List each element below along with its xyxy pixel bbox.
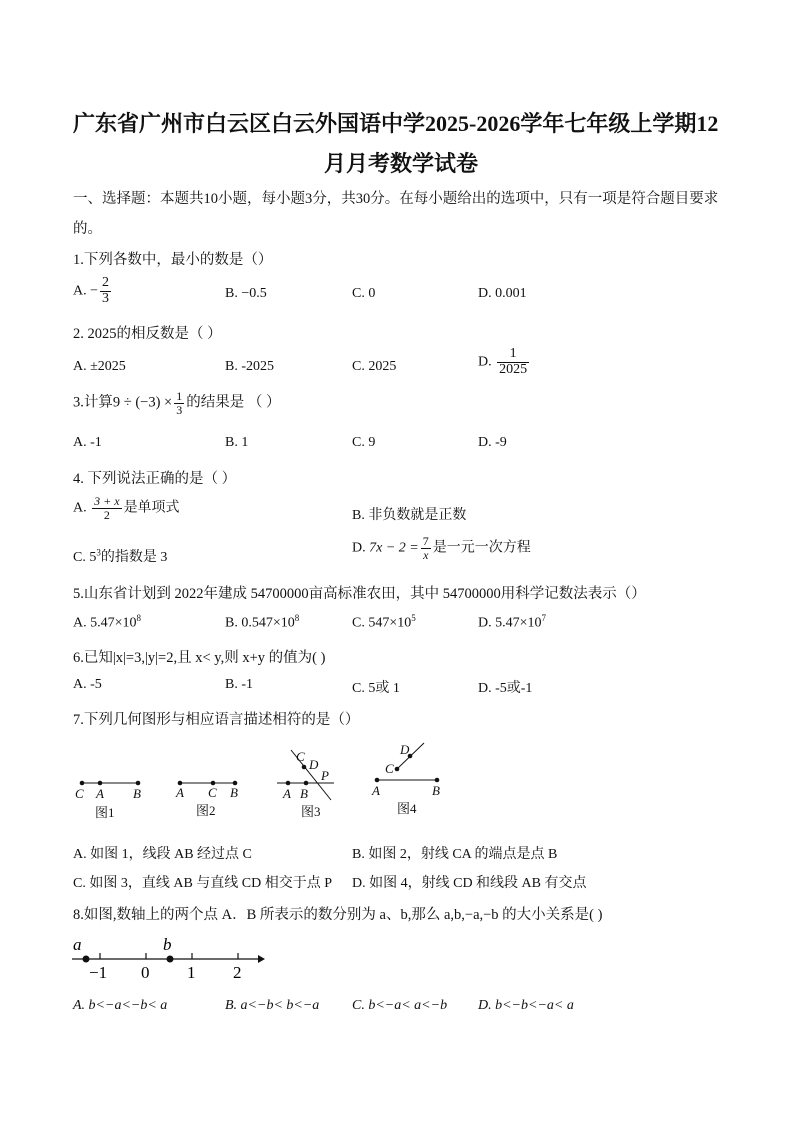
fig3-label-c: C <box>296 749 305 764</box>
question-3-option-b: B. 1 <box>225 435 249 450</box>
question-8-option-c: C. b<−a< a<−b <box>352 998 448 1013</box>
fig2-label-a: A <box>176 785 184 800</box>
question-8-option-a: A. b<−a<−b< a <box>73 998 168 1013</box>
fig1-caption: 图1 <box>95 805 115 820</box>
question-2-option-c: C. 2025 <box>352 359 397 374</box>
question-4-option-b: B. 非负数就是正数 <box>352 508 467 523</box>
question-6-stem: 6.已知|x|=3,|y|=2,且 x< y,则 x+y 的值为( ) <box>73 650 326 666</box>
question-6-option-a: A. -5 <box>73 677 102 692</box>
fig4-label-b: B <box>432 783 440 798</box>
figure-2 <box>175 781 238 818</box>
fraction <box>497 347 529 377</box>
figure-3 <box>277 749 334 819</box>
point-b <box>167 956 174 963</box>
question-1-option-d: D. 0.001 <box>478 286 527 301</box>
question-7-option-c: C. 如图 3，直线 AB 与直线 CD 相交于点 P <box>73 876 333 891</box>
superscript: 8 <box>294 613 300 623</box>
option-text: C. 5 <box>73 550 97 565</box>
option-label: A. <box>73 283 87 299</box>
option-text: B. 0.547×10 <box>225 615 295 631</box>
question-5-option-a <box>73 613 141 632</box>
question-2-stem: 2. 2025的相反数是（ ） <box>73 326 222 342</box>
question-6-option-c: C. 5或 1 <box>352 681 400 696</box>
math-expression: 9 ÷ (−3) × <box>112 394 173 411</box>
section-instructions-line1: 一、选择题：本题共10小题，每小题3分，共30分。在每小题给出的选项中，只有一项是符合题目要求 <box>73 191 719 207</box>
question-8-option-d: D. b<−b<−a< a <box>478 998 574 1013</box>
question-4-stem: 4. 下列说法正确的是（ ） <box>73 471 237 487</box>
option-label: D. <box>478 354 492 370</box>
question-6-option-b: B. -1 <box>225 677 253 692</box>
stem-text: 的结果是 （ ） <box>186 394 281 411</box>
label-b: b <box>163 935 172 954</box>
question-5-option-d <box>478 613 546 632</box>
fig3-label-d: D <box>309 757 319 772</box>
denominator: 2025 <box>499 361 528 377</box>
tick-label-0: 0 <box>141 963 150 982</box>
question-7-option-a: A. 如图 1，线段 AB 经过点 C <box>73 847 252 862</box>
fig4-caption: 图4 <box>397 801 417 816</box>
numerator: 7 <box>422 534 429 548</box>
option-text: 是单项式 <box>123 500 180 516</box>
figure-1 <box>75 781 141 820</box>
fig1-label-b: B <box>133 786 141 801</box>
page-title-line1: 广东省广州市白云区白云外国语中学2025-2026学年七年级上学期12 <box>73 111 719 136</box>
denominator: x <box>423 547 429 562</box>
fraction <box>100 276 111 306</box>
section-instructions-line2: 的。 <box>73 221 102 237</box>
question-7-stem: 7.下列几何图形与相应语言描述相符的是（） <box>73 712 360 728</box>
question-5-option-b <box>225 613 299 632</box>
question-8-number-line <box>60 930 280 988</box>
option-text: 的指数是 3 <box>100 550 168 565</box>
question-7-option-d: D. 如图 4，射线 CD 和线段 AB 有交点 <box>352 876 587 891</box>
numerator: 1 <box>176 389 183 403</box>
question-8-stem: 8.如图,数轴上的两个点 A．B 所表示的数分别为 a、b,那么 a,b,−a,−b 的大小关系是( ) <box>73 907 603 923</box>
question-5-option-c <box>352 613 416 632</box>
option-text: A. 5.47×10 <box>73 615 137 631</box>
stem-text: 3.计算 <box>73 394 113 411</box>
option-text: C. 547×10 <box>352 615 412 631</box>
question-2-option-a: A. ±2025 <box>73 359 126 374</box>
question-2-option-d <box>478 347 531 377</box>
numerator: 2 <box>102 275 110 290</box>
denominator: 3 <box>176 402 183 417</box>
fig4-label-c: C <box>385 761 394 776</box>
numerator: 3 + x <box>94 494 120 508</box>
axis-arrow-icon <box>258 955 265 963</box>
tick-label-neg1: −1 <box>89 963 108 982</box>
superscript: 3 <box>96 547 101 558</box>
option-text: 是一元一次方程 <box>432 540 531 556</box>
fig4-label-d: D <box>400 742 410 757</box>
fig2-caption: 图2 <box>196 803 216 818</box>
math-expression: 7x − 2 = <box>369 540 419 556</box>
fig1-label-a: A <box>96 786 104 801</box>
denominator: 3 <box>102 290 110 306</box>
fig3-label-b: B <box>300 786 308 801</box>
question-4-option-c <box>73 546 167 566</box>
question-3-option-c: C. 9 <box>352 435 376 450</box>
fig2-label-c: C <box>208 785 217 800</box>
question-1-option-c: C. 0 <box>352 286 376 301</box>
question-5-stem: 5.山东省计划到 2022年建成 54700000亩高标准农田，其中 54700000用科学记数法表示（） <box>73 586 646 602</box>
question-4-option-d <box>352 535 531 561</box>
question-1-option-b: B. −0.5 <box>225 286 267 301</box>
fraction <box>174 390 184 416</box>
option-text: D. 5.47×10 <box>478 615 542 631</box>
question-7-figures <box>0 735 794 830</box>
question-7-option-b: B. 如图 2，射线 CA 的端点是点 B <box>352 847 558 862</box>
question-4-option-a <box>73 495 180 521</box>
minus-sign: − <box>90 283 99 299</box>
question-3-option-d: D. -9 <box>478 435 507 450</box>
fraction <box>421 535 431 561</box>
numerator: 1 <box>497 347 529 363</box>
superscript: 7 <box>541 613 547 623</box>
label-a: a <box>73 935 82 954</box>
denominator: 2 <box>103 507 110 522</box>
question-3-stem <box>73 390 280 416</box>
tick-label-2: 2 <box>233 963 242 982</box>
fig1-label-c: C <box>75 786 84 801</box>
question-1-option-a <box>73 276 113 306</box>
fig3-label-a: A <box>283 786 291 801</box>
point-a <box>83 956 90 963</box>
fig4-label-a: A <box>372 783 380 798</box>
page-title-line2: 月月考数学试卷 <box>324 151 479 176</box>
fig2-label-b: B <box>230 785 238 800</box>
question-3-option-a: A. -1 <box>73 435 102 450</box>
superscript: 8 <box>136 613 142 623</box>
tick-label-1: 1 <box>187 963 196 982</box>
figure-4 <box>371 742 440 816</box>
question-2-option-b: B. -2025 <box>225 359 274 374</box>
fraction <box>92 495 121 521</box>
question-8-option-b: B. a<−b< b<−a <box>225 998 320 1013</box>
question-1-stem: 1.下列各数中，最小的数是（） <box>73 252 273 268</box>
question-6-option-d: D. -5或-1 <box>478 681 533 696</box>
fig3-caption: 图3 <box>301 804 321 819</box>
option-label: D. <box>352 540 366 556</box>
option-label: A. <box>73 500 87 516</box>
fig3-label-p: P <box>321 768 329 783</box>
superscript: 5 <box>411 613 416 623</box>
